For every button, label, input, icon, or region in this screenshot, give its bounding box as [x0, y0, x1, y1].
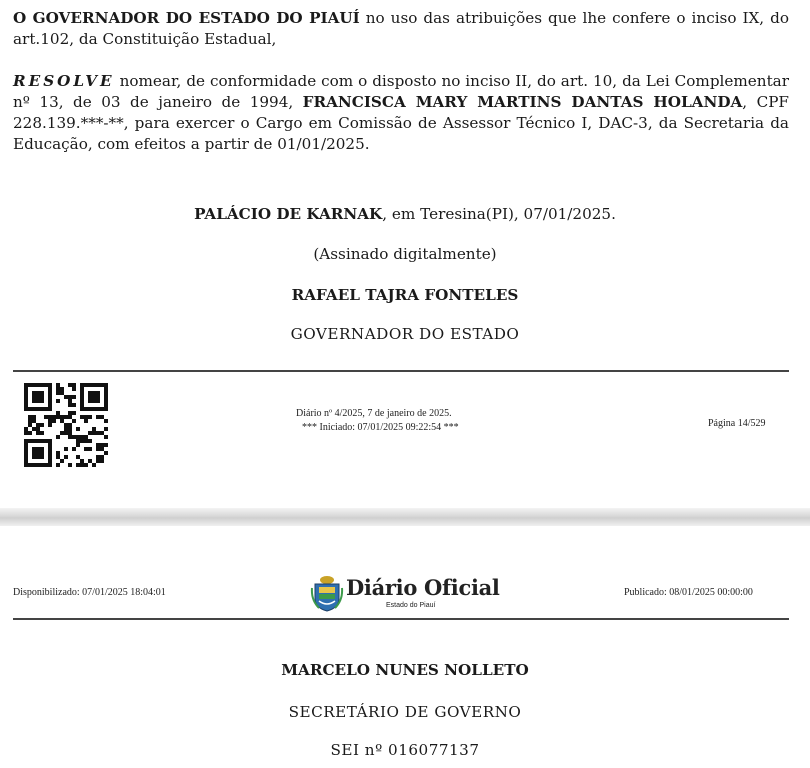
available-timestamp: Disponibilizado: 07/01/2025 18:04:01	[13, 587, 166, 598]
palace-name: PALÁCIO DE KARNAK	[194, 205, 383, 223]
secretary-name: MARCELO NUNES NOLLETO	[281, 661, 529, 679]
started-timestamp: *** Iniciado: 07/01/2025 09:22:54 ***	[302, 422, 459, 433]
diario-number-line: Diário nº 4/2025, 7 de janeiro de 2025.	[296, 408, 452, 419]
diario-oficial-logo	[310, 574, 500, 614]
resolve-keyword: RESOLVE	[13, 72, 115, 90]
signing-place	[0, 204, 810, 224]
decree-intro	[13, 8, 789, 50]
sei-number: SEI nº 016077137	[330, 741, 480, 759]
logo-subtitle: Estado do Piauí	[386, 602, 436, 609]
document-page-2	[0, 526, 810, 768]
secretary-title: SECRETÁRIO DE GOVERNO	[288, 703, 522, 721]
decree-intro-text: no uso das atribuições que lhe confere o inciso IX, do art.102, da Constituição Estadual,	[13, 9, 789, 48]
header-rule	[13, 618, 789, 620]
resolve-text-2: , CPF 228.139.***-**, para exercer o Cargo em Comissão de Assessor Técnico I, DAC-3, da Secretaria da Educação, com efeitos a partir de 01/01/2025.	[13, 93, 789, 153]
piaui-coat-of-arms-icon	[310, 574, 344, 612]
qr-code-icon	[24, 383, 108, 467]
signed-digitally-note: (Assinado digitalmente)	[313, 245, 497, 263]
governor-name: RAFAEL TAJRA FONTELES	[291, 286, 519, 304]
decree-resolution	[13, 71, 789, 155]
place-date: , em Teresina(PI), 07/01/2025.	[382, 205, 616, 223]
page-number: Página 14/529	[708, 418, 766, 429]
logo-title: Diário Oficial	[346, 575, 500, 600]
footer-rule	[13, 370, 789, 372]
governor-title: GOVERNADOR DO ESTADO	[290, 325, 520, 343]
appointee-name: FRANCISCA MARY MARTINS DANTAS HOLANDA	[302, 93, 743, 111]
page-separator	[0, 508, 810, 526]
published-timestamp: Publicado: 08/01/2025 00:00:00	[624, 587, 753, 598]
resolve-text-1: nomear, de conformidade com o disposto no inciso II, do art. 10, da Lei Complementar nº 13, de 03 de janeiro de 1994,	[13, 72, 789, 111]
governor-heading: O GOVERNADOR DO ESTADO DO PIAUÍ	[13, 9, 360, 27]
